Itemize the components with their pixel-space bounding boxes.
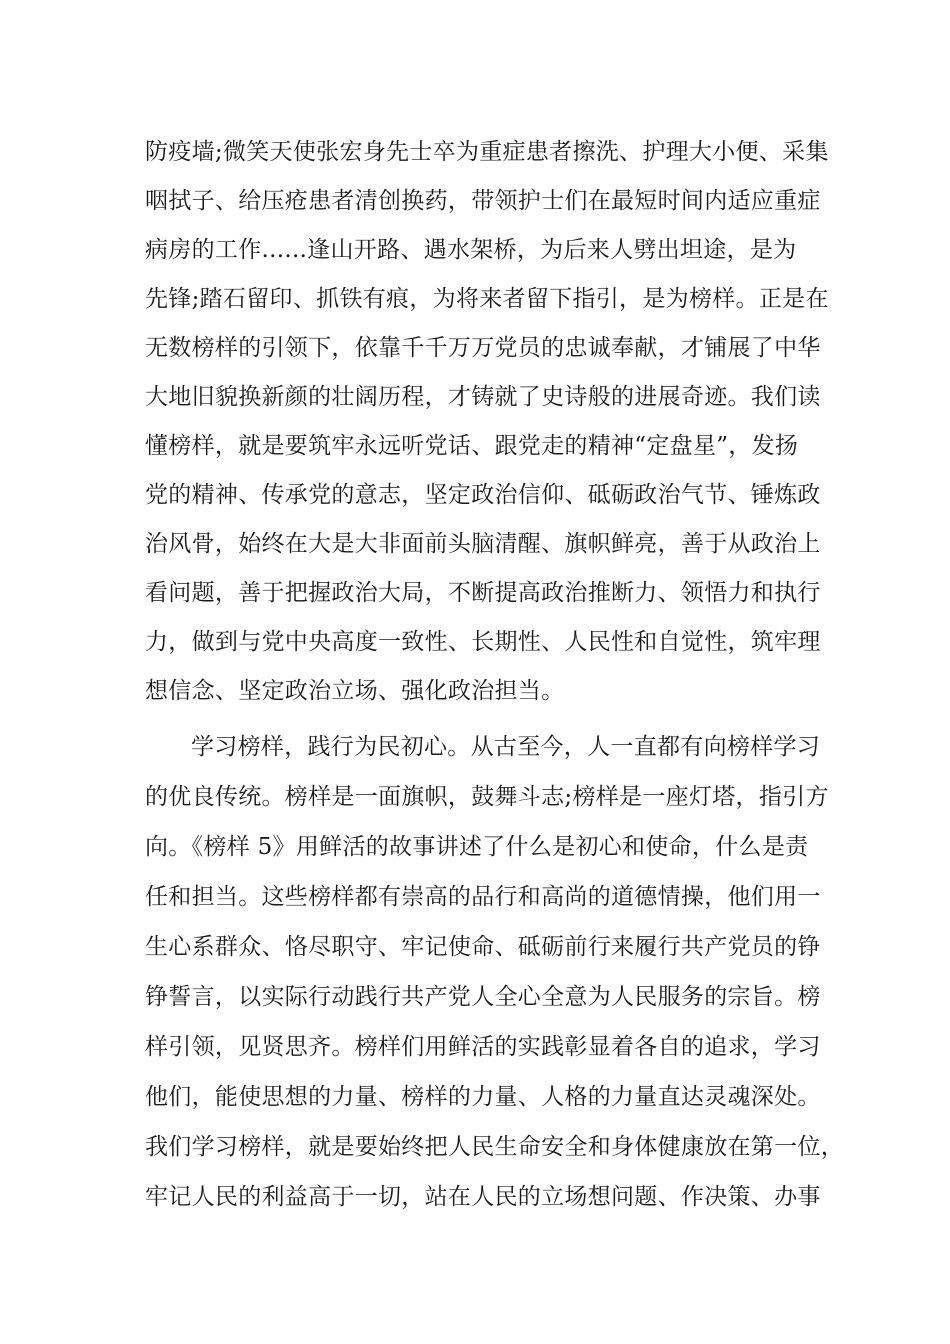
- text-line: 懂榜样，就是要筑牢永远听党话、跟党走的精神“定盘星”，发扬: [145, 433, 799, 459]
- text-line: 想信念、坚定政治立场、强化政治担当。: [145, 678, 565, 704]
- text-line: 病房的工作......逢山开路、遇水架桥，为后来人劈出坦途，是为: [145, 237, 797, 263]
- text-line: 看问题，善于把握政治大局，不断提高政治推断力、领悟力和执行: [145, 580, 821, 606]
- text-line: 生心系群众、恪尽职守、牢记使命、砥砺前行来履行共产党员的铮: [145, 934, 821, 960]
- text-line: 任和担当。这些榜样都有崇高的品行和高尚的道德情操，他们用一: [145, 884, 821, 910]
- text-line: 他们，能使思想的力量、榜样的力量、人格的力量直达灵魂深处。: [145, 1084, 821, 1110]
- text-line: 力，做到与党中央高度一致性、长期性、人民性和自觉性，筑牢理: [145, 629, 821, 655]
- text-line: 向。《榜样 5》用鲜活的故事讲述了什么是初心和使命，什么是责: [145, 834, 809, 860]
- text-line: 学习榜样，践行为民初心。从古至今，人一直都有向榜样学习: [191, 734, 821, 760]
- text-line: 党的精神、传承党的意志，坚定政治信仰、砥砺政治气节、锤炼政: [145, 482, 821, 508]
- text-line: 牢记人民的利益高于一切，站在人民的立场想问题、作决策、办事: [145, 1184, 821, 1210]
- text-line: 防疫墙;微笑天使张宏身先士卒为重症患者擦洗、护理大小便、采集: [145, 139, 829, 165]
- text-line: 治风骨，始终在大是大非面前头脑清醒、旗帜鲜亮，善于从政治上: [145, 531, 821, 557]
- text-line: 咽拭子、给压疮患者清创换药，带领护士们在最短时间内适应重症: [145, 188, 821, 214]
- text-line: 我们学习榜样，就是要始终把人民生命安全和身体健康放在第一位，: [145, 1134, 844, 1160]
- text-line: 的优良传统。榜样是一面旗帜，鼓舞斗志;榜样是一座灯塔，指引方: [145, 784, 829, 810]
- text-line: 样引领，见贤思齐。榜样们用鲜活的实践彰显着各自的追求，学习: [145, 1034, 821, 1060]
- text-line: 铮誓言，以实际行动践行共产党人全心全意为人民服务的宗旨。榜: [145, 984, 821, 1010]
- text-line: 无数榜样的引领下，依靠千千万万党员的忠诚奉献，才铺展了中华: [145, 335, 821, 361]
- text-line: 大地旧貌换新颜的壮阔历程，才铸就了史诗般的进展奇迹。我们读: [145, 384, 821, 410]
- text-line: 先锋;踏石留印、抓铁有痕，为将来者留下指引，是为榜样。正是在: [145, 286, 829, 312]
